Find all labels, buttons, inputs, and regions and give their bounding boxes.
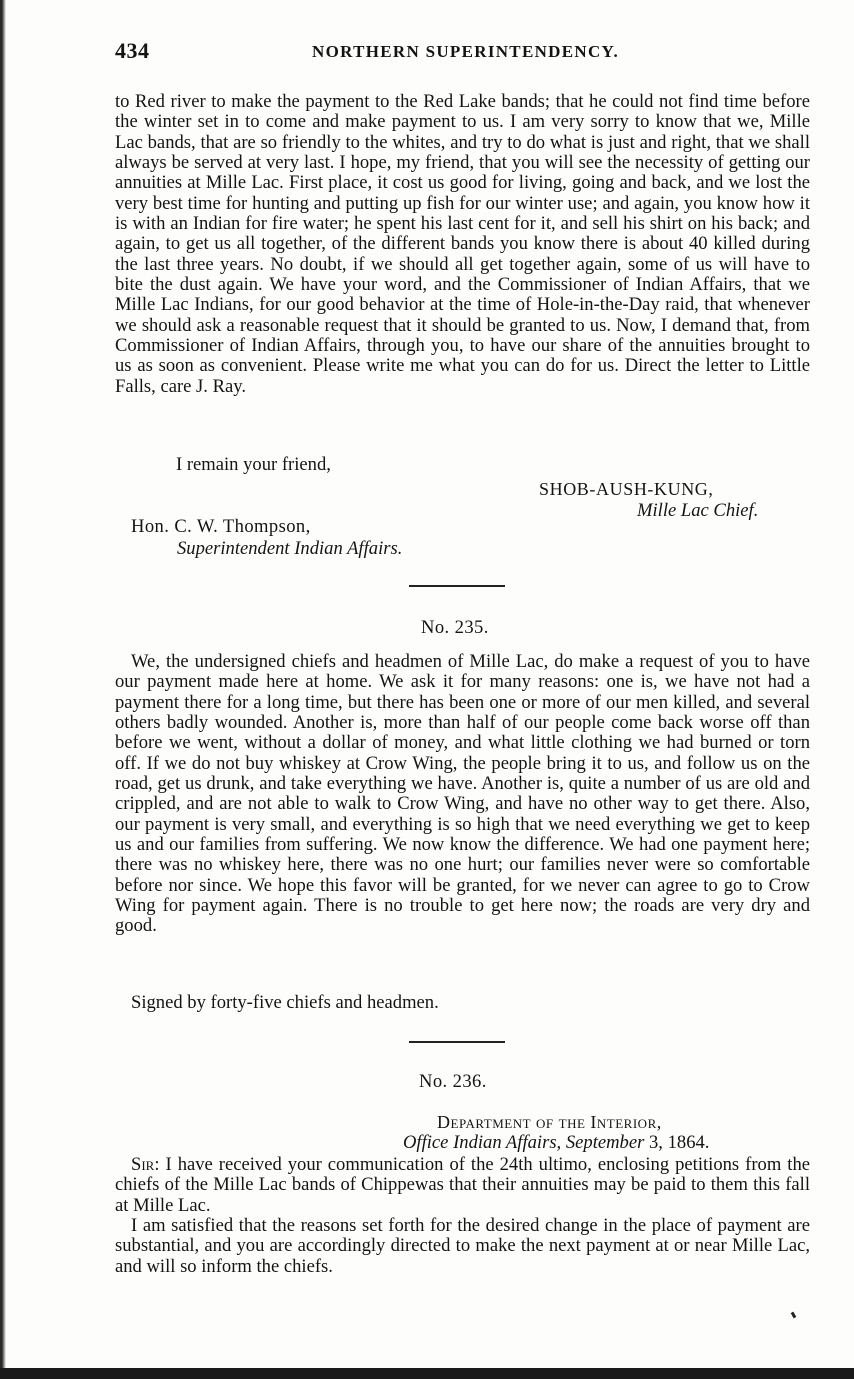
running-head: NORTHERN SUPERINTENDENCY. bbox=[312, 42, 620, 61]
page-header bbox=[115, 38, 810, 68]
signer-name: SHOB-AUSH-KUNG, bbox=[539, 479, 714, 499]
document-number-235: No. 235. bbox=[421, 617, 489, 638]
reply-paragraph-2: I am satisfied that the reasons set forth for the desired change in the place of payment are substantial, and you are accordingly directed to make the next payment at or near Mille Lac, and will so inform the chiefs. bbox=[115, 1215, 810, 1277]
section-divider bbox=[409, 585, 505, 587]
petition-body bbox=[115, 652, 810, 937]
addressee-name: Hon. C. W. Thompson, bbox=[131, 516, 311, 537]
letter-continuation bbox=[115, 92, 810, 397]
department-heading: Department of the Interior, bbox=[437, 1112, 662, 1132]
office-dateline bbox=[403, 1132, 709, 1154]
document-number-236: No. 236. bbox=[419, 1071, 487, 1092]
section-divider bbox=[409, 1041, 505, 1043]
addressee-title: Superintendent Indian Affairs. bbox=[177, 538, 403, 559]
page-number: 434 bbox=[115, 38, 150, 63]
signer-title: Mille Lac Chief. bbox=[637, 500, 759, 521]
scan-shadow-left bbox=[0, 0, 6, 1379]
reply-paragraph-1-text: I have received your communication of the 24th ultimo, enclosing petitions from the chiefs of the Mille Lac bands of Chippewas that their annuities may be paid to them this fall at Mille Lac. bbox=[115, 1154, 810, 1216]
ink-mark bbox=[791, 1312, 797, 1319]
scan-shadow-bottom bbox=[0, 1368, 854, 1379]
letter-paragraph: to Red river to make the payment to the Red Lake bands; that he could not find time before the winter set in to come and make payment to us. I am very sorry to know that we, Mille Lac bands, that are so friendly to the whites, and try to do what is just and right, that we shall always be served at very last. I hope, my friend, that you will see the necessity of getting our annuities at Mille Lac. First place, it cost us good for living, going and back, and we lost the very best time for hunting and putting up fish for our winter use; and again, you know how it is with an Indian for fire water; he spent his last cent for it, and sell his shirt on his back; and again, to get us all together, of the different bands you know there is about 40 killed during the last three years. No doubt, if we should all get together again, some of us will have to bite the dust again. We have your word, and the Commissioner of Indian Affairs, that we Mille Lac Indians, for our good behavior at the time of Hole-in-the-Day raid, that whenever we should ask a reasonable request that it should be granted to us. Now, I demand that, from Commissioner of Indian Affairs, through you, to have our share of the annuities brought to us as soon as convenient. Please write me what you can do for us. Direct the letter to Little Falls, care J. Ray. bbox=[115, 91, 810, 397]
petition-paragraph: We, the undersigned chiefs and headmen of Mille Lac, do make a request of you to have our payment made here at home. We ask it for many reasons: one is, we have not had a payment there for a long time, but there has been one or more of our men killed, and several others badly wounded. Another is, more than half of our people come back worse off than before we went, without a dollar of money, and what little clothing we had burned or torn off. If we do not buy whiskey at Crow Wing, the people bring it to us, and follow us on the road, get us drunk, and take everything we have. Another is, quite a number of us are old and crippled, and are not able to walk to Crow Wing, and have no other way to get there. Also, our payment is very small, and everything is so high that we need everything we get to keep us and our families from suffering. We now know the difference. We had one payment here; there was no whiskey here, there was no one hurt; our families never were so comfortable before nor since. We hope this favor will be granted, for we never can agree to go to Crow Wing for payment again. There is no trouble to get here now; the roads are very dry and good. bbox=[115, 651, 810, 937]
petition-signature-line: Signed by forty-five chiefs and headmen. bbox=[131, 992, 439, 1013]
salutation: Sir: bbox=[131, 1154, 160, 1175]
office-date: 3, 1864. bbox=[649, 1132, 710, 1153]
reply-body bbox=[115, 1155, 810, 1277]
letter-closing: I remain your friend, bbox=[176, 454, 331, 475]
reply-paragraph-1 bbox=[115, 1155, 810, 1216]
office-place: Office Indian Affairs, September bbox=[403, 1132, 645, 1153]
